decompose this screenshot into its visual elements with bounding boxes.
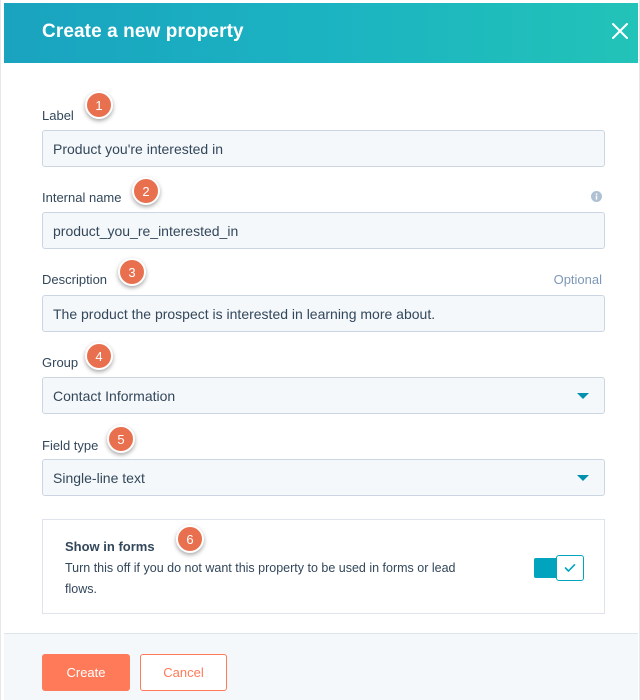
label-input[interactable] (42, 130, 605, 167)
modal-header (4, 3, 638, 63)
step-badge-6: 6 (176, 525, 204, 553)
step-badge-3: 3 (118, 258, 146, 286)
chevron-down-icon (577, 393, 589, 399)
label-field-label: Label (42, 108, 74, 123)
chevron-down-icon (577, 475, 589, 481)
field-type-select[interactable] (42, 459, 605, 496)
field-type-select-value: Single-line text (53, 469, 145, 486)
close-icon (604, 15, 636, 47)
group-field-label: Group (42, 355, 79, 370)
description-input[interactable] (42, 295, 605, 332)
internal-name-field-label: Internal name (42, 190, 122, 205)
internal-name-input[interactable] (42, 212, 605, 249)
toggle-knob (556, 555, 584, 581)
show-in-forms-card (42, 519, 605, 614)
show-in-forms-toggle[interactable] (534, 555, 584, 581)
check-icon (564, 563, 576, 573)
show-in-forms-description: Turn this off if you do not want this property to be used in forms or lead flows. (65, 561, 456, 596)
optional-hint: Optional (553, 272, 602, 287)
cancel-button[interactable]: Cancel (140, 654, 227, 691)
group-select[interactable] (42, 377, 605, 414)
group-select-value: Contact Information (53, 387, 176, 404)
internal-name-input-value: product_you_re_interested_in (53, 222, 239, 239)
description-input-value: The product the prospect is interested in learning more about. (53, 305, 436, 322)
show-in-forms-title: Show in forms (65, 539, 155, 554)
info-icon[interactable] (591, 191, 602, 202)
step-badge-2: 2 (132, 177, 160, 205)
field-type-field-label: Field type (42, 438, 99, 453)
description-field-label: Description (42, 272, 108, 287)
step-badge-5: 5 (107, 425, 135, 453)
create-button[interactable]: Create (42, 654, 130, 691)
modal-footer (4, 633, 638, 700)
label-input-value: Product you're interested in (53, 140, 223, 157)
step-badge-1: 1 (85, 91, 113, 119)
close-button[interactable] (604, 15, 636, 47)
step-badge-4: 4 (85, 342, 113, 370)
modal-title: Create a new property (42, 21, 244, 42)
